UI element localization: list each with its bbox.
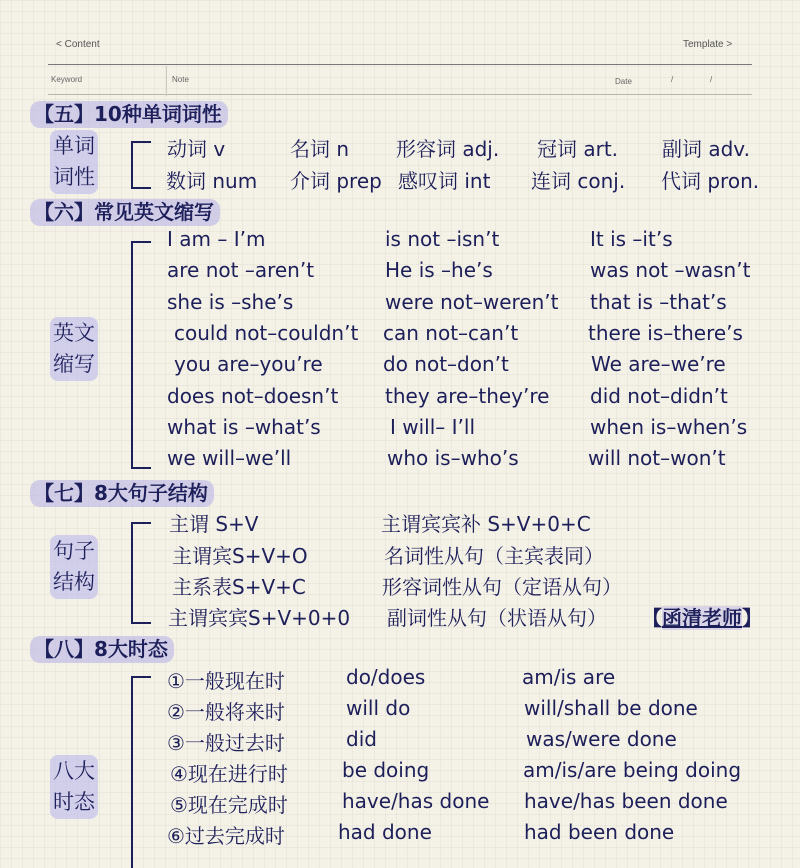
abbreviation-item: I am – I’m xyxy=(167,227,266,251)
header-divider xyxy=(48,64,752,65)
abbreviation-item: We are–we’re xyxy=(591,352,726,376)
part-of-speech-item: 动词 v xyxy=(167,137,226,161)
abbreviation-item: did not–didn’t xyxy=(590,384,728,408)
abbreviation-item: could not–couldn’t xyxy=(174,321,359,345)
sentence-structure-item: 主谓宾S+V+O xyxy=(172,544,308,568)
template-link[interactable]: Template > xyxy=(683,39,733,50)
abbreviation-item: He is –he’s xyxy=(385,258,493,282)
sentence-structure-item: 形容词性从句（定语从句） xyxy=(382,575,622,599)
abbreviation-item: will not–won’t xyxy=(588,446,726,470)
abbreviation-item: she is –she’s xyxy=(167,290,294,314)
part-of-speech-item: 副词 adv. xyxy=(662,137,750,161)
tense-passive-form: was/were done xyxy=(526,727,677,751)
back-to-content-link[interactable]: < Content xyxy=(56,39,100,50)
section-6-title: 【六】常见英文缩写 xyxy=(30,196,220,225)
sentence-structure-item: 主谓 S+V xyxy=(169,512,259,536)
tense-active-form: have/has done xyxy=(342,789,490,813)
date-slash: / xyxy=(671,75,674,84)
abbreviation-item: there is–there’s xyxy=(588,321,743,345)
tense-active-form: will do xyxy=(346,696,411,720)
part-of-speech-item: 数词 num xyxy=(166,169,258,193)
part-of-speech-item: 感叹词 int xyxy=(398,169,491,193)
keyword-column-header: Keyword xyxy=(51,75,83,84)
abbreviation-item: we will–we’ll xyxy=(167,446,292,470)
part-of-speech-item: 形容词 adj. xyxy=(396,137,500,161)
abbreviation-item: when is–when’s xyxy=(590,415,748,439)
section-8-side-label: 八大 时态 xyxy=(50,755,98,819)
section-6-side-label: 英文 缩写 xyxy=(50,317,98,381)
section-6-bracket xyxy=(131,241,151,469)
tense-name: ⑥过去完成时 xyxy=(167,824,285,848)
abbreviation-item: is not –isn’t xyxy=(385,227,500,251)
tense-active-form: be doing xyxy=(342,758,430,782)
sentence-structure-item: 主谓宾宾补 S+V+0+C xyxy=(381,512,591,536)
section-7-bracket xyxy=(131,522,151,624)
abbreviation-item: I will– I’ll xyxy=(390,415,476,439)
section-7-side-label: 句子 结构 xyxy=(50,535,98,599)
section-5-bracket xyxy=(131,141,151,189)
tense-name: ②一般将来时 xyxy=(167,700,285,724)
abbreviation-item: can not–can’t xyxy=(383,321,519,345)
part-of-speech-item: 介词 prep xyxy=(290,169,382,193)
abbreviation-item: are not –aren’t xyxy=(167,258,315,282)
column-header-divider xyxy=(48,94,752,95)
section-5-title: 【五】10种单词词性 xyxy=(30,98,228,127)
part-of-speech-item: 名词 n xyxy=(290,137,350,161)
tense-passive-form: am/is are xyxy=(522,665,616,689)
author-tag: 【函清老师】 xyxy=(642,606,762,630)
tense-passive-form: had been done xyxy=(524,820,675,844)
column-separator xyxy=(166,66,167,96)
note-column-header: Note xyxy=(172,75,189,84)
tense-name: ④现在进行时 xyxy=(170,762,288,786)
tense-active-form: had done xyxy=(338,820,432,844)
tense-name: ①一般现在时 xyxy=(167,669,285,693)
abbreviation-item: what is –what’s xyxy=(167,415,321,439)
tense-passive-form: will/shall be done xyxy=(524,696,698,720)
abbreviation-item: you are–you’re xyxy=(174,352,323,376)
sentence-structure-item: 名词性从句（主宾表同） xyxy=(384,544,604,568)
tense-passive-form: am/is/are being doing xyxy=(523,758,742,782)
sentence-structure-item: 主谓宾宾S+V+0+0 xyxy=(168,606,351,630)
section-8-title: 【八】8大时态 xyxy=(30,633,174,662)
abbreviation-item: do not–don’t xyxy=(383,352,509,376)
tense-passive-form: have/has been done xyxy=(524,789,728,813)
part-of-speech-item: 连词 conj. xyxy=(531,169,626,193)
abbreviation-item: were not–weren’t xyxy=(385,290,559,314)
tense-active-form: did xyxy=(346,727,377,751)
tense-name: ⑤现在完成时 xyxy=(170,793,288,817)
sentence-structure-item: 主系表S+V+C xyxy=(172,575,306,599)
tense-name: ③一般过去时 xyxy=(167,731,285,755)
section-8-bracket xyxy=(131,676,151,868)
sentence-structure-item: 副词性从句（状语从句） xyxy=(387,606,607,630)
date-label: Date xyxy=(615,77,632,86)
tense-active-form: do/does xyxy=(346,665,426,689)
abbreviation-item: that is –that’s xyxy=(590,290,727,314)
abbreviation-item: who is–who’s xyxy=(387,446,519,470)
date-slash: / xyxy=(710,75,713,84)
abbreviation-item: does not–doesn’t xyxy=(167,384,339,408)
abbreviation-item: they are–they’re xyxy=(385,384,550,408)
part-of-speech-item: 冠词 art. xyxy=(537,137,619,161)
abbreviation-item: was not –wasn’t xyxy=(590,258,751,282)
abbreviation-item: It is –it’s xyxy=(590,227,673,251)
part-of-speech-item: 代词 pron. xyxy=(661,169,760,193)
section-5-side-label: 单词 词性 xyxy=(50,130,98,194)
section-7-title: 【七】8大句子结构 xyxy=(30,477,214,506)
